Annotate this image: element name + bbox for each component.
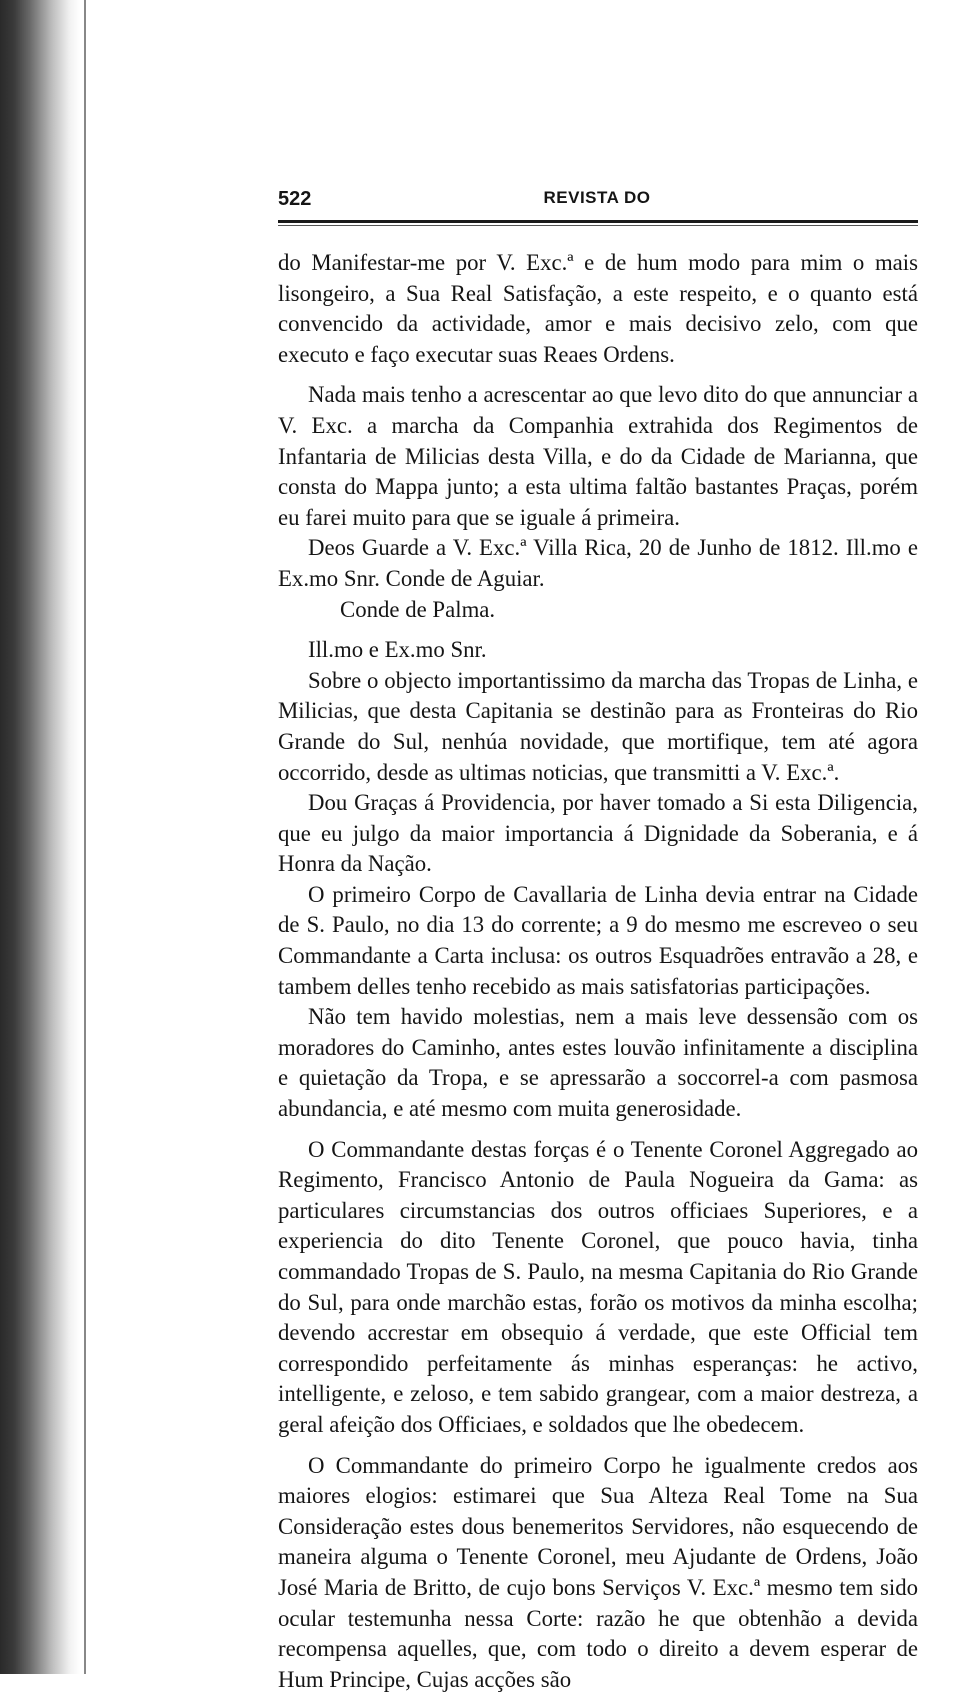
paragraph: O Commandante destas forças é o Tenente Coronel Aggregado ao Regimento, Francisco Antonio de Paula Nogueira da Gama: as particulares circumstancias dos outros officiaes Superiores, e a experiencia do dito Tenente Coronel, que pouco havia, tinha commandado Tropas de S. Paulo, na mesma Capitania do Rio Grande do Sul, para onde marchão estas, forão os motivos da minha escolha; devendo accrestar em obsequio á verdade, que este Official tem correspondido perfeitamente ás minhas esperanças: he activo, intelligente, e zeloso, e tem sabido grangear, com a maior destreza, a geral afeição dos Officiaes, e soldados que lhe obedecem. [278,1136,918,1437]
header-rule-thin [278,225,918,226]
body-text [278,248,918,1695]
gutter-line [84,0,86,1674]
paragraph: O Commandante do primeiro Corpo he igualmente credos aos maiores elogios: estimarei que Sua Alteza Real Tome na Sua Consideração estes dous benemeritos Servidores, não esquecendo de maneira alguma o Tenente Coronel, meu Ajudante de Ordens, João José Maria de Britto, de cujo bons Serviços V. Exc.ª mesmo tem sido ocular testemunha nessa Corte: razão he que obtenhão a devida recompensa aquelles, que, com todo o direito a devem esperar de Hum Principe, Cujas acções são [278,1452,918,1692]
paragraph: Dou Graças á Providencia, por haver tomado a Si esta Diligencia, que eu julgo da maior importancia á Dignidade da Soberania, e á Honra da Nação. [278,790,918,877]
page-header [278,188,916,218]
book-spine-shadow [0,0,80,1674]
running-title: REVISTA DO [543,188,651,207]
signature: Conde de Palma. [340,596,496,622]
paragraph: Sobre o objecto importantissimo da marcha das Tropas de Linha, e Milicias, que desta Capitania se destinão para as Fronteiras do Rio Grande do Sul, nenhúa novidade, que mortifique, tem até agora occorrido, desde as ultimas noticias, que transmitti a V. Exc.ª. [278,667,918,785]
page-number: 522 [278,188,312,210]
salutation: Ill.mo e Ex.mo Snr. [308,637,487,663]
closing-paragraph: Deos Guarde a V. Exc.ª Villa Rica, 20 de Junho de 1812. Ill.mo e Ex.mo Snr. Conde de Aguiar. [278,535,918,591]
paragraph: Não tem havido molestias, nem a mais leve dessensão com os moradores do Caminho, antes estes louvão infinitamente a disciplina e quietação da Tropa, e se apressarão a soccorrel-a com pasmosa abundancia, e até mesmo com muita generosidade. [278,1004,918,1122]
header-rule-thick [278,220,918,223]
paragraph: do Manifestar-me por V. Exc.ª e de hum modo para mim o mais lisongeiro, a Sua Real Satisfação, a este respeito, e o quanto está convencido da actividade, amor e mais decisivo zelo, com que executo e faço executar suas Reaes Ordens. [278,250,918,367]
paragraph: O primeiro Corpo de Cavallaria de Linha devia entrar na Cidade de S. Paulo, no dia 13 do corrente; a 9 do mesmo me escreveo o seu Commandante a Carta inclusa: os outros Esquadrões entravão a 28, e tambem delles tenho recebido as mais satisfatorias participações. [278,881,918,999]
paragraph: Nada mais tenho a acrescentar ao que levo dito do que annunciar a V. Exc. a marcha da Companhia extrahida dos Regimentos de Infantaria de Milicias desta Villa, e do da Cidade de Marianna, que consta do Mappa junto; a esta ultima faltão bastantes Praças, porém eu farei muito para que se iguale á primeira. [278,382,918,530]
